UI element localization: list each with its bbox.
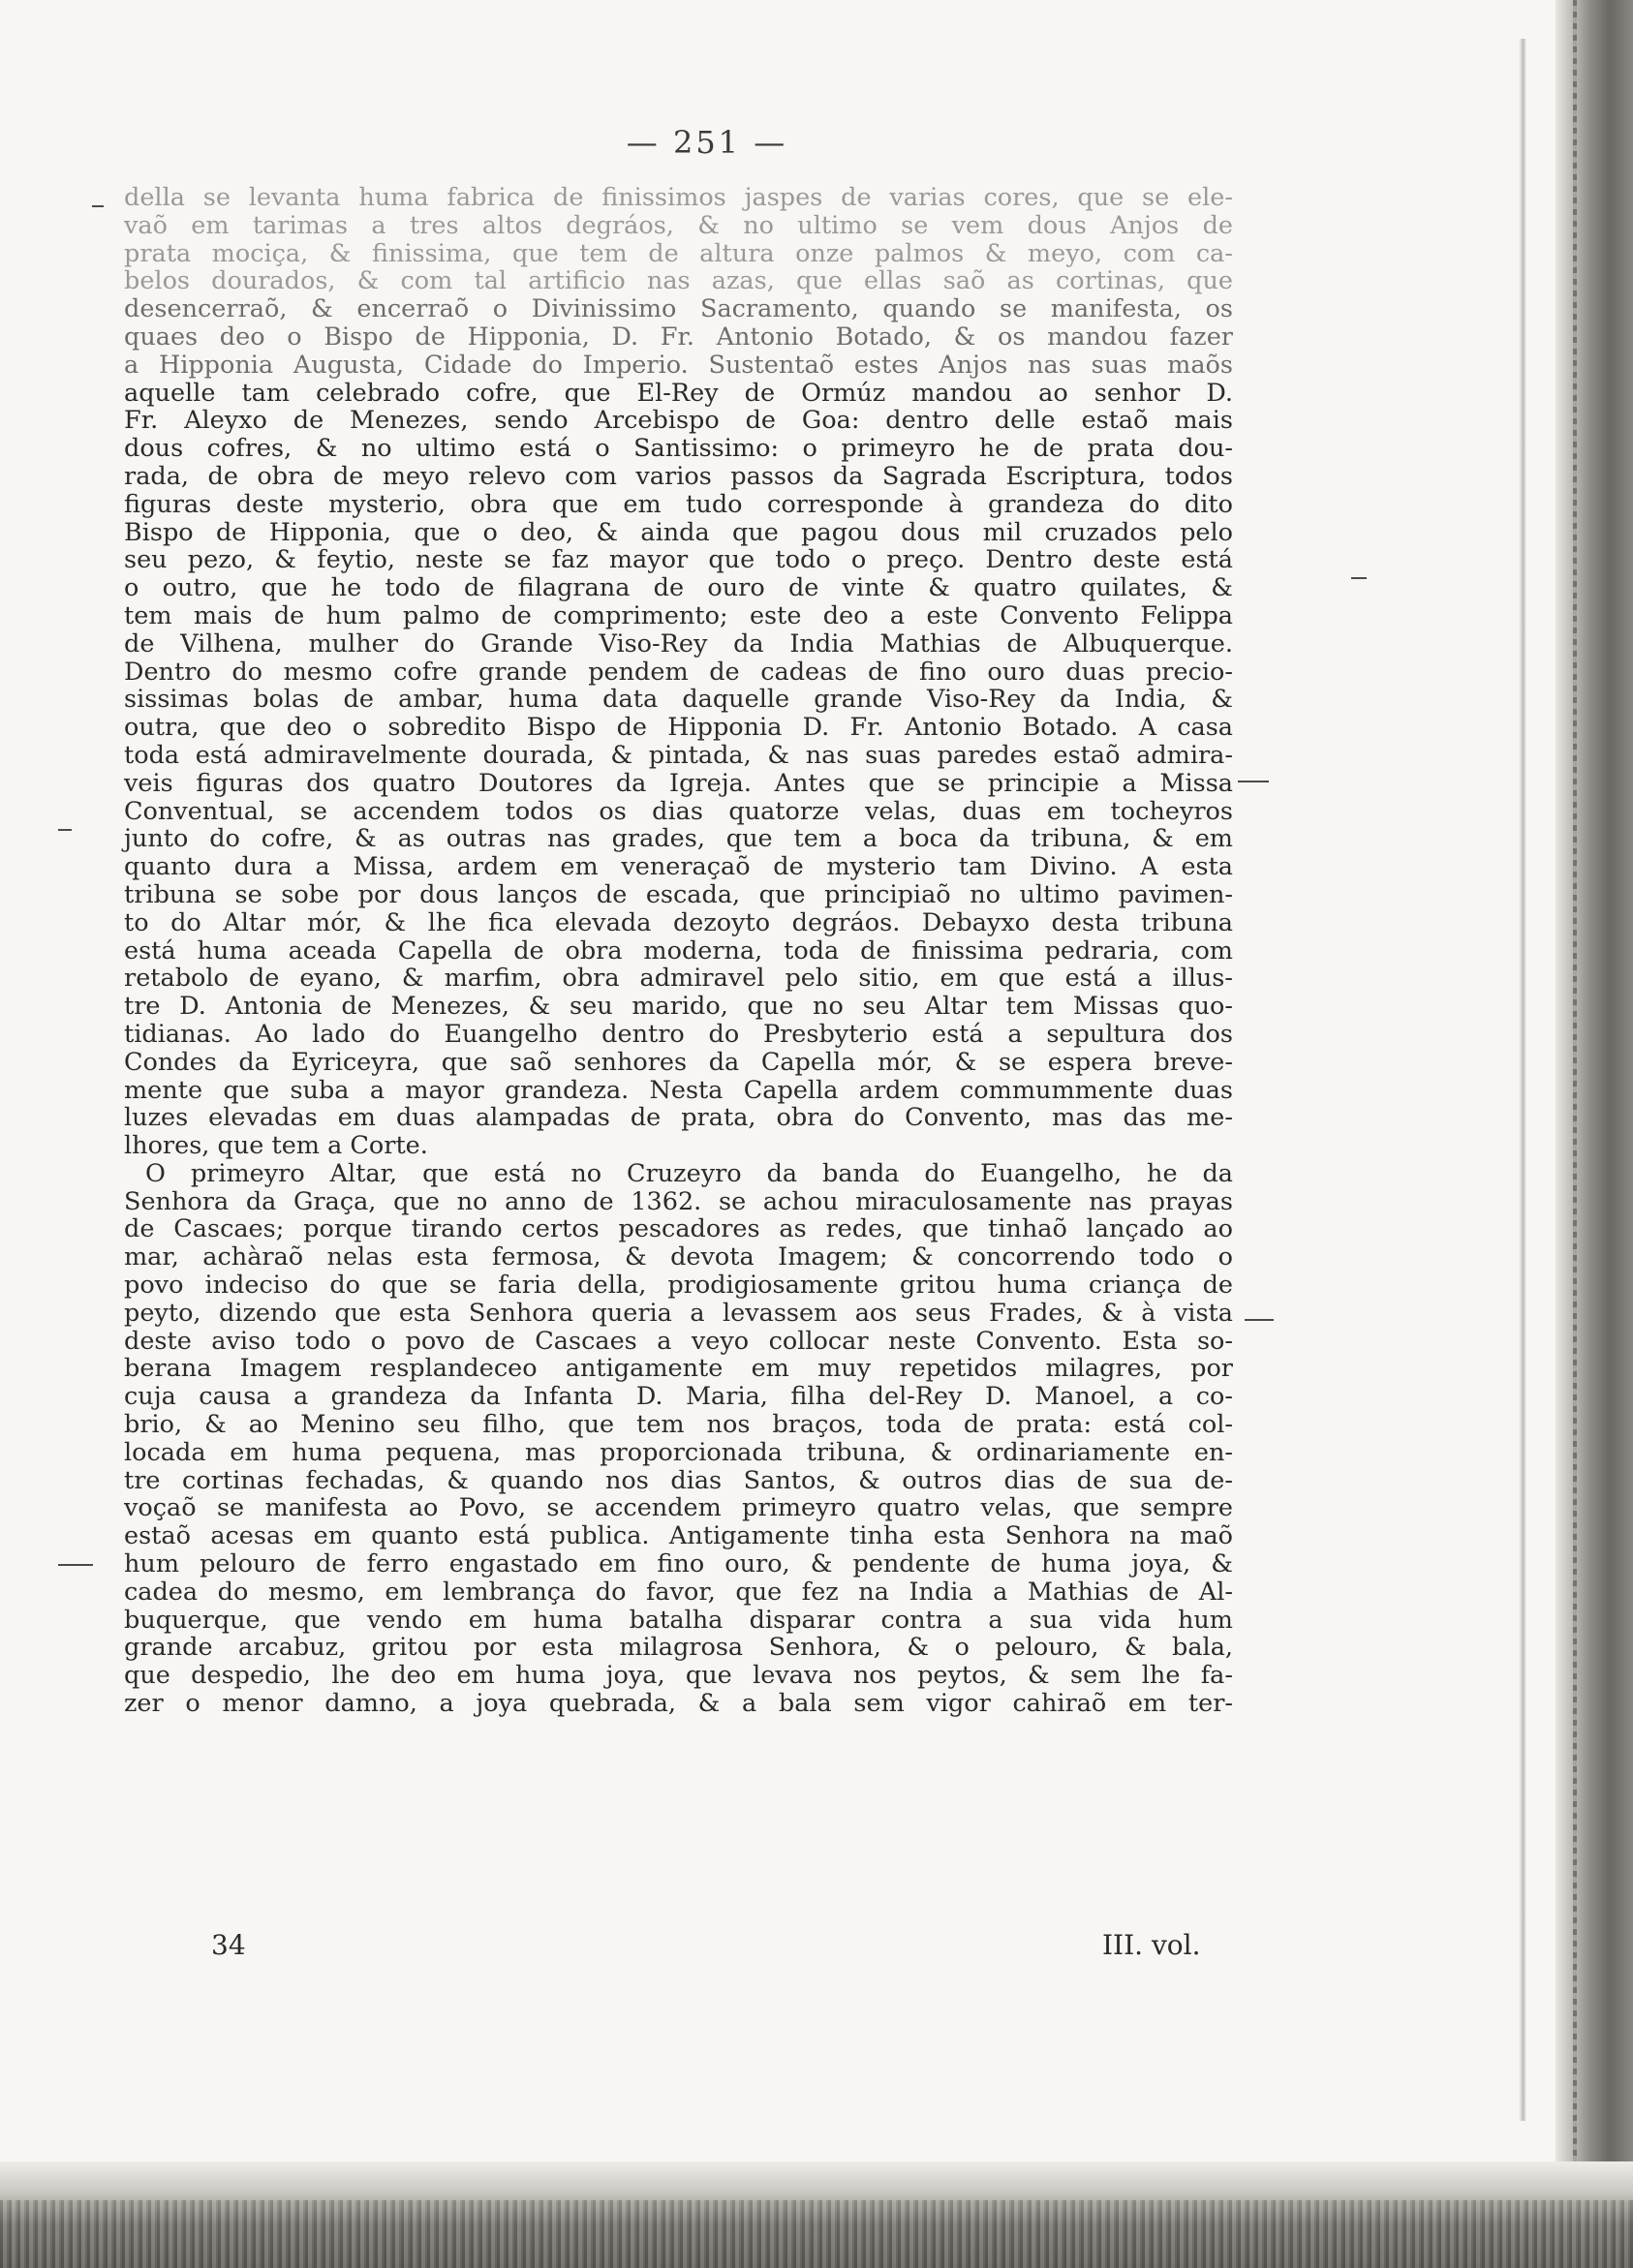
page-number: — 251 — — [626, 124, 788, 161]
text-line: tre D. Antonia de Menezes, & seu marido, que no seu Altar tem Missas quo- — [124, 992, 1233, 1022]
text-line: brio, & ao Menino seu filho, que tem nos braços, toda de prata: está col- — [124, 1410, 1233, 1440]
text-line: cadea do mesmo, em lembrança do favor, que fez na India a Mathias de Al- — [124, 1577, 1233, 1607]
text-line: rada, de obra de meyo relevo com varios passos da Sagrada Escriptura, todos — [124, 461, 1233, 491]
text-line: dous cofres, & no ultimo está o Santissimo: o primeyro he de prata dou- — [124, 434, 1233, 464]
text-line: berana Imagem resplandeceo antigamente em muy repetidos milagres, por — [124, 1354, 1233, 1384]
text-line: de Cascaes; porque tirando certos pescadores as redes, que tinhaõ lançado ao — [124, 1214, 1233, 1244]
text-line: prata mociça, & finissima, que tem de altura onze palmos & meyo, com ca- — [124, 238, 1233, 268]
margin-mark — [1351, 577, 1367, 579]
margin-mark — [92, 205, 104, 207]
text-line: peyto, dizendo que esta Senhora queria a levassem aos seus Frades, & à vista — [124, 1298, 1233, 1328]
text-line: voçaõ se manifesta ao Povo, se accendem primeyro quatro velas, que sempre — [124, 1493, 1233, 1523]
text-line: Bispo de Hipponia, que o deo, & ainda que pagou dous mil cruzados pelo — [124, 517, 1233, 547]
text-line: estaõ acesas em quanto está publica. Antigamente tinha esta Senhora na maõ — [124, 1521, 1233, 1551]
scan-bottom-edge — [0, 2161, 1633, 2268]
text-line: deste aviso todo o povo de Cascaes a veyo collocar neste Convento. Esta so- — [124, 1326, 1233, 1356]
margin-mark — [58, 1564, 93, 1566]
text-line: locada em huma pequena, mas proporcionada tribuna, & ordinariamente en- — [124, 1437, 1233, 1467]
text-line: de Vilhena, mulher do Grande Viso-Rey da India Mathias de Albuquerque. — [124, 628, 1233, 659]
text-line: Fr. Aleyxo de Menezes, sendo Arcebispo de Goa: dentro delle estaõ mais — [124, 406, 1233, 436]
volume-label: III. vol. — [1102, 1929, 1201, 1961]
text-line: desencerraõ, & encerraõ o Divinissimo Sacramento, quando se manifesta, os — [124, 294, 1233, 324]
text-line: lhores, que tem a Corte. — [124, 1131, 428, 1161]
text-line: tre cortinas fechadas, & quando nos dias Santos, & outros dias de sua de- — [124, 1465, 1233, 1495]
text-line: grande arcabuz, gritou por esta milagrosa Senhora, & o pelouro, & bala, — [124, 1633, 1233, 1663]
text-line: mar, achàraõ nelas esta fermosa, & devota Imagem; & concorrendo todo o — [124, 1242, 1233, 1272]
margin-mark — [58, 829, 72, 831]
margin-mark — [1238, 781, 1269, 782]
text-line: outra, que deo o sobredito Bispo de Hipponia D. Fr. Antonio Botado. A casa — [124, 713, 1233, 743]
text-line: O primeyro Altar, que está no Cruzeyro da banda do Euangelho, he da — [145, 1158, 1233, 1188]
text-line: Dentro do mesmo cofre grande pendem de cadeas de fino ouro duas precio- — [124, 657, 1233, 687]
text-line: vaõ em tarimas a tres altos degráos, & no ultimo se vem dous Anjos de — [124, 210, 1233, 240]
text-line: quaes deo o Bispo de Hipponia, D. Fr. Antonio Botado, & os mandou fazer — [124, 322, 1233, 352]
page-fold-shadow — [1519, 39, 1526, 2121]
text-line: retabolo de eyano, & marfim, obra admiravel pelo sitio, em que está a illus- — [124, 964, 1233, 994]
text-line: veis figuras dos quatro Doutores da Igreja. Antes que se principie a Missa — [124, 768, 1233, 798]
text-line: luzes elevadas em duas alampadas de prata, obra do Convento, mas das me- — [124, 1103, 1233, 1133]
signature-mark: 34 — [211, 1929, 246, 1961]
text-line: junto do cofre, & as outras nas grades, que tem a boca da tribuna, & em — [124, 824, 1233, 854]
text-line: tidianas. Ao lado do Euangelho dentro do Presbyterio está a sepultura dos — [124, 1019, 1233, 1049]
text-line: que despedio, lhe deo em huma joya, que levava nos peytos, & sem lhe fa- — [124, 1661, 1233, 1691]
text-line: buquerque, que vendo em huma batalha disparar contra a sua vida hum — [124, 1605, 1233, 1635]
text-line: Conventual, se accendem todos os dias quatorze velas, duas em tocheyros — [124, 796, 1233, 826]
text-line: povo indeciso do que se faria della, prodigiosamente gritou huma criança de — [124, 1271, 1233, 1301]
text-line: figuras deste mysterio, obra que em tudo corresponde à grandeza do dito — [124, 489, 1233, 519]
text-line: toda está admiravelmente dourada, & pintada, & nas suas paredes estaõ admira- — [124, 740, 1233, 770]
text-line: tem mais de hum palmo de comprimento; este deo a este Convento Felippa — [124, 600, 1233, 630]
text-line: quanto dura a Missa, ardem em veneraçaõ de mysterio tam Divino. A esta — [124, 852, 1233, 882]
text-line: della se levanta huma fabrica de finissimos jaspes de varias cores, que se ele- — [124, 183, 1233, 212]
text-line: zer o menor damno, a joya quebrada, & a bala sem vigor cahiraõ em ter- — [124, 1689, 1233, 1719]
text-line: hum pelouro de ferro engastado em fino ouro, & pendente de huma joya, & — [124, 1549, 1233, 1579]
text-line: Condes da Eyriceyra, que saõ senhores da Capella mór, & se espera breve- — [124, 1047, 1233, 1077]
text-line: sissimas bolas de ambar, huma data daquelle grande Viso-Rey da India, & — [124, 685, 1233, 715]
text-line: belos dourados, & com tal artificio nas azas, que ellas saõ as cortinas, que — [124, 266, 1233, 296]
text-line: seu pezo, & feytio, neste se faz mayor que todo o preço. Dentro deste está — [124, 545, 1233, 575]
text-line: a Hipponia Augusta, Cidade do Imperio. Sustentaõ estes Anjos nas suas maõs — [124, 350, 1233, 380]
text-line: to do Altar mór, & lhe fica elevada dezoyto degráos. Debayxo desta tribuna — [124, 907, 1233, 937]
scan-right-edge — [1556, 0, 1633, 2268]
text-line: tribuna se sobe por dous lanços de escada, que principiaõ no ultimo pavimen- — [124, 879, 1233, 909]
text-line: o outro, que he todo de filagrana de ouro de vinte & quatro quilates, & — [124, 573, 1233, 603]
text-line: aquelle tam celebrado cofre, que El-Rey de Ormúz mandou ao senhor D. — [124, 378, 1233, 408]
margin-mark — [1245, 1319, 1274, 1321]
text-line: está huma aceada Capella de obra moderna, toda de finissima pedraria, com — [124, 935, 1233, 965]
text-line: cuja causa a grandeza da Infanta D. Maria, filha del-Rey D. Manoel, a co- — [124, 1382, 1233, 1412]
text-line: mente que suba a mayor grandeza. Nesta Capella ardem commummente duas — [124, 1075, 1233, 1105]
text-line: Senhora da Graça, que no anno de 1362. se achou miraculosamente nas prayas — [124, 1186, 1233, 1216]
body-text — [124, 184, 1233, 1718]
